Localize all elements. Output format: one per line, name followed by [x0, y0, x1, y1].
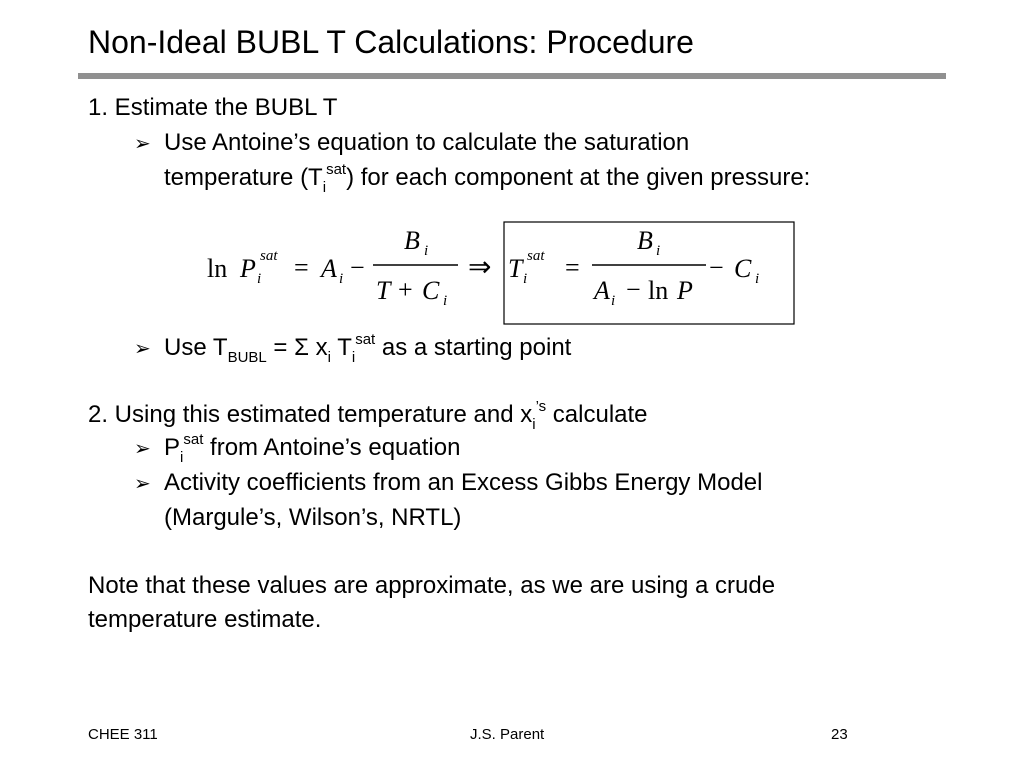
antoine-a: A [321, 254, 337, 283]
step2-bullet1: $P_i^{sat}$ from Antoine’s equation [164, 431, 461, 466]
implies-arrow: ⇒ [468, 252, 492, 283]
pressure-symbol: P [240, 254, 256, 283]
footer-page-number: 23 [831, 726, 848, 743]
minus-sign: − [709, 253, 724, 282]
i-subscript: i [611, 293, 616, 309]
temperature-symbol: T [376, 276, 391, 305]
step2-heading: 2. Using this estimated temperature and $x_i^{’s}$ calculate [88, 398, 648, 433]
antoine-b: B [404, 226, 420, 255]
ln-symbol: ln [207, 254, 228, 283]
slide-title: Non-Ideal BUBL T Calculations: Procedure [88, 24, 694, 60]
i-subscript: i [339, 271, 344, 287]
arrow-bullet-icon: ➢ [134, 473, 151, 495]
i-subscript: i [443, 293, 448, 309]
antoine-b: B [637, 226, 653, 255]
antoine-c: C [734, 254, 752, 283]
step2-bullet2-line1: Activity coefficients from an Excess Gibbs Energy Model [164, 469, 763, 496]
ln-symbol: ln [648, 276, 669, 305]
sat-superscript: sat [527, 248, 545, 264]
antoine-equation [200, 218, 800, 328]
note-line1: Note that these values are approximate, as we are using a crude [88, 572, 776, 599]
arrow-bullet-icon: ➢ [134, 338, 151, 360]
i-subscript: i [523, 271, 528, 287]
footer-author: J.S. Parent [470, 726, 545, 743]
step2-bullet2-line2: (Margule’s, Wilson’s, NRTL) [164, 504, 462, 531]
plus-sign: + [398, 275, 413, 304]
equals-sign: = [294, 253, 309, 282]
note-line2: temperature estimate. [88, 606, 322, 633]
i-subscript: i [755, 271, 760, 287]
step1-heading: 1. Estimate the BUBL T [88, 94, 338, 121]
step1-bullet1-line2: temperature $(T_i^{sat})$ for each component at the given pressure: [164, 161, 811, 196]
sat-superscript: sat [260, 248, 278, 264]
step1-bullet2: Use $T_{BUBL} = \Sigma$ $x_i$ $T_i^{sat}$ as a starting point [164, 331, 572, 366]
footer-course: CHEE 311 [88, 726, 158, 743]
antoine-c: C [422, 276, 440, 305]
minus-sign: − [626, 275, 641, 304]
i-subscript: i [424, 243, 429, 259]
i-subscript: i [257, 271, 262, 287]
pressure-symbol: P [677, 276, 693, 305]
minus-sign: − [350, 253, 365, 282]
arrow-bullet-icon: ➢ [134, 438, 151, 460]
antoine-a: A [594, 276, 610, 305]
arrow-bullet-icon: ➢ [134, 133, 151, 155]
i-subscript: i [656, 243, 661, 259]
equals-sign: = [565, 253, 580, 282]
temperature-symbol: T [508, 254, 523, 283]
step1-bullet1-line1: Use Antoine’s equation to calculate the saturation [164, 129, 690, 156]
title-divider [78, 73, 946, 79]
